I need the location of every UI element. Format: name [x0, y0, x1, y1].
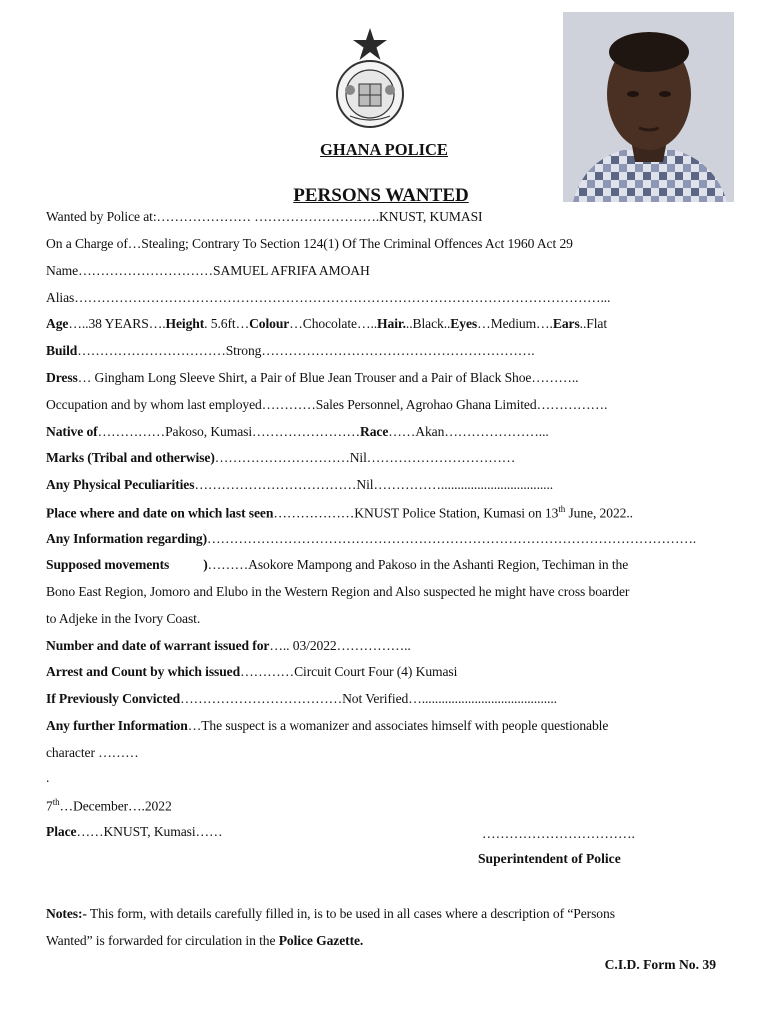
further-info-line-2: character ………	[46, 745, 139, 760]
convicted-line: If Previously Convicted………………………………Not Verified….........................................	[46, 691, 557, 706]
build-line: Build……………………………Strong…………………………………………………….	[46, 343, 535, 358]
date-line: 7th…December….2022	[46, 797, 172, 814]
place-line: Place……KNUST, Kumasi……	[46, 824, 223, 839]
dress-line: Dress… Gingham Long Sleeve Shirt, a Pair of Blue Jean Trouser and a Pair of Black Shoe………..	[46, 370, 579, 385]
form-number: C.I.D. Form No. 39	[604, 957, 716, 972]
agency-heading: GHANA POLICE	[320, 140, 448, 159]
name-line: Name…………………………SAMUEL AFRIFA AMOAH	[46, 263, 370, 278]
notes-line-2: Wanted” is forwarded for circulation in the Police Gazette.	[46, 933, 364, 948]
further-info-line-1: Any further Information…The suspect is a womanizer and associates himself with people questionable	[46, 718, 609, 733]
information-regarding-line: Any Information regarding)……………………………………………………………………………………………….	[46, 531, 697, 546]
peculiarities-line: Any Physical Peculiarities………………………………Nil……………..................................	[46, 477, 554, 492]
physical-description-line: Age…..38 YEARS….Height. 5.6ft…Colour…Chocolate…..Hair...Black..Eyes…Medium….Ears..Flat	[46, 316, 608, 331]
court-line: Arrest and Count by which issued…………Circuit Court Four (4) Kumasi	[46, 664, 458, 679]
signature-title: Superintendent of Police	[478, 851, 621, 866]
notes-line-1: Notes:- This form, with details carefully filled in, is to be used in all cases where a description of “Persons	[46, 906, 615, 921]
suspect-name: SAMUEL AFRIFA AMOAH	[213, 263, 370, 278]
suspect-photo	[563, 12, 734, 202]
movements-line-3: to Adjeke in the Ivory Coast.	[46, 611, 201, 626]
warrant-line: Number and date of warrant issued for….. 03/2022……………..	[46, 638, 411, 653]
native-line: Native of……………Pakoso, Kumasi……………………Race……Akan…………………...	[46, 424, 549, 439]
wanted-by-line: Wanted by Police at:………………… ……………………….KNUST, KUMASI	[46, 209, 483, 224]
movements-line-1: Supposed movements )………Asokore Mampong and Pakoso in the Ashanti Region, Techiman in the	[46, 557, 629, 572]
marks-line: Marks (Tribal and otherwise)…………………………Nil……………………………	[46, 450, 516, 465]
document-title: PERSONS WANTED	[293, 185, 469, 206]
cid-seal-logo	[328, 26, 412, 130]
occupation-line: Occupation and by whom last employed…………Sales Personnel, Agrohao Ghana Limited…………….	[46, 397, 608, 412]
signature-line: …………………………….	[482, 826, 635, 841]
charge-line: On a Charge of…Stealing; Contrary To Section 124(1) Of The Criminal Offences Act 1960 Act 29	[46, 236, 573, 251]
last-seen-line: Place where and date on which last seen………………KNUST Police Station, Kumasi on 13th June, 2022..	[46, 504, 633, 521]
movements-line-2: Bono East Region, Jomoro and Elubo in the Western Region and Also suspected he might have cross boarder	[46, 584, 630, 599]
stray-mark: .	[46, 770, 50, 785]
alias-line: Alias………………………………………………………………………………………………………...	[46, 290, 611, 305]
